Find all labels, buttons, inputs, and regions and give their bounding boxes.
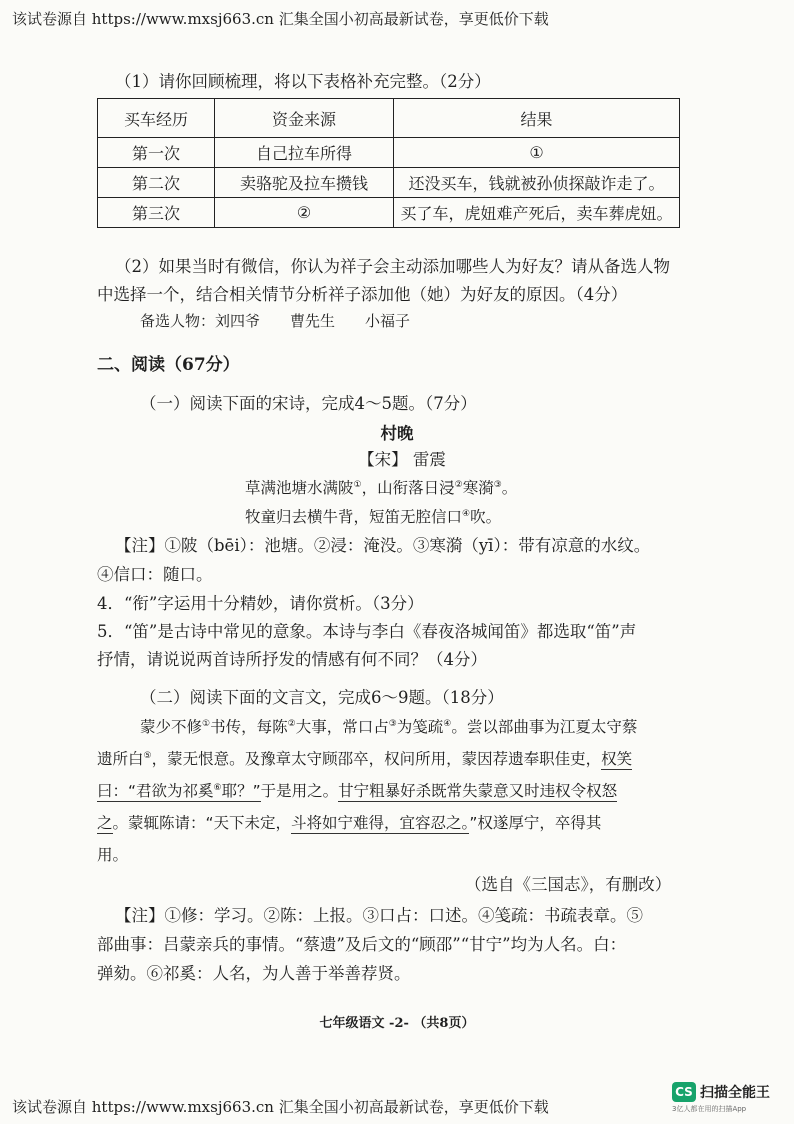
table-header: 买车经历 (98, 99, 215, 138)
underlined-sentence: 斗将如宁难得，宜容忍之。 (291, 814, 470, 832)
table-row (98, 198, 680, 228)
table-cell: 第二次 (98, 168, 215, 198)
car-purchase-table (97, 98, 680, 228)
table-header: 结果 (394, 99, 680, 138)
part-1-title: （一）阅读下面的宋诗，完成4～5题。（7分） (140, 394, 477, 413)
poem-line-1: 草满池塘水满陂①，山衔落日浸②寒漪③。 (245, 479, 518, 497)
underlined-sentence: 曰：“君欲为祁奚⑥耶？” (97, 782, 261, 800)
question-2-line-1: （2）如果当时有微信，你认为祥子会主动添加哪些人为好友？请从备选人物 (115, 257, 670, 276)
source-watermark-bottom: 该试卷源自 https://www.mxsj663.cn 汇集全国小初高最新试卷，享更低价下载 (12, 1098, 549, 1116)
classical-note-line-3: 弹劾。⑥祁奚：人名，为人善于举善荐贤。 (97, 964, 411, 983)
camscanner-icon: CS (672, 1082, 696, 1102)
underlined-sentence: 权笑 (601, 750, 633, 768)
question-5-line-1: 5．“笛”是古诗中常见的意象。本诗与李白《春夜洛城闻笛》都选取“笛”声 (97, 622, 637, 641)
part-2-title: （二）阅读下面的文言文，完成6～9题。（18分） (140, 688, 504, 707)
classical-note-line-1: 【注】①修：学习。②陈：上报。③口占：口述。④笺疏：书疏表章。⑤ (115, 906, 643, 925)
table-cell: ② (215, 198, 394, 228)
classical-line-3: 曰：“君欲为祁奚⑥耶？”于是用之。甘宁粗暴好杀既常失蒙意又时违权令权怒 (97, 782, 618, 800)
classical-line-4: 之。蒙辄陈请：“天下未定，斗将如宁难得，宜容忍之。”权遂厚宁，卒得其 (97, 814, 602, 832)
logo-tagline: 3亿人都在用的扫描App (672, 1105, 747, 1113)
table-header-row (98, 99, 680, 138)
poem-note-line-1: 【注】①陂（bēi）：池塘。②浸：淹没。③寒漪（yī）：带有凉意的水纹。 (115, 536, 651, 555)
classical-line-1: 蒙少不修①书传，每陈②大事，常口占③为笺疏④。尝以部曲事为江夏太守蔡 (140, 718, 638, 736)
table-cell: 自己拉车所得 (215, 138, 394, 168)
poem-title: 村晚 (380, 424, 414, 443)
table-row (98, 138, 680, 168)
table-cell: 卖骆驼及拉车攒钱 (215, 168, 394, 198)
table-header: 资金来源 (215, 99, 394, 138)
table-cell: 第一次 (98, 138, 215, 168)
table-cell: ① (394, 138, 680, 168)
question-4: 4．“衔”字运用十分精妙，请你赏析。（3分） (97, 594, 424, 613)
question-5-line-2: 抒情，请说说两首诗所抒发的情感有何不同？（4分） (97, 650, 487, 669)
classical-line-5: 用。 (97, 846, 129, 864)
table-cell: 第三次 (98, 198, 215, 228)
table-cell: 买了车，虎妞难产死后，卖车葬虎妞。 (394, 198, 680, 228)
question-2-line-2: 中选择一个，结合相关情节分析祥子添加他（她）为好友的原因。（4分） (97, 285, 628, 304)
table-row (98, 168, 680, 198)
logo-name: 扫描全能王 (700, 1085, 770, 1101)
question-1-prompt: （1）请你回顾梳理，将以下表格补充完整。（2分） (115, 72, 491, 91)
poem-line-2: 牧童归去横牛背，短笛无腔信口④吹。 (245, 508, 502, 526)
classical-note-line-2: 部曲事：吕蒙亲兵的事情。“蔡遗”及后文的“顾邵”“甘宁”均为人名。白： (97, 935, 627, 954)
camscanner-logo (672, 1082, 780, 1112)
poem-note-line-2: ④信口：随口。 (97, 565, 213, 584)
candidate-list: 备选人物：刘四爷 曹先生 小福子 (140, 312, 411, 330)
source-watermark-top: 该试卷源自 https://www.mxsj663.cn 汇集全国小初高最新试卷，享更低价下载 (12, 10, 549, 28)
table-cell: 还没买车，钱就被孙侦探敲诈走了。 (394, 168, 680, 198)
poem-author: 【宋】 雷震 (358, 450, 446, 469)
classical-line-2: 遗所白⑤，蒙无恨意。及豫章太守顾邵卒，权问所用，蒙因荐遗奉职佳吏，权笑 (97, 750, 633, 768)
classical-source: （选自《三国志》，有删改） (465, 875, 672, 894)
page-footer: 七年级语文 -2- （共8页） (319, 1016, 475, 1031)
section-2-title: 二、阅读（67分） (97, 355, 240, 375)
underlined-sentence: 甘宁粗暴好杀既常失蒙意又时违权令权怒 (338, 782, 618, 800)
